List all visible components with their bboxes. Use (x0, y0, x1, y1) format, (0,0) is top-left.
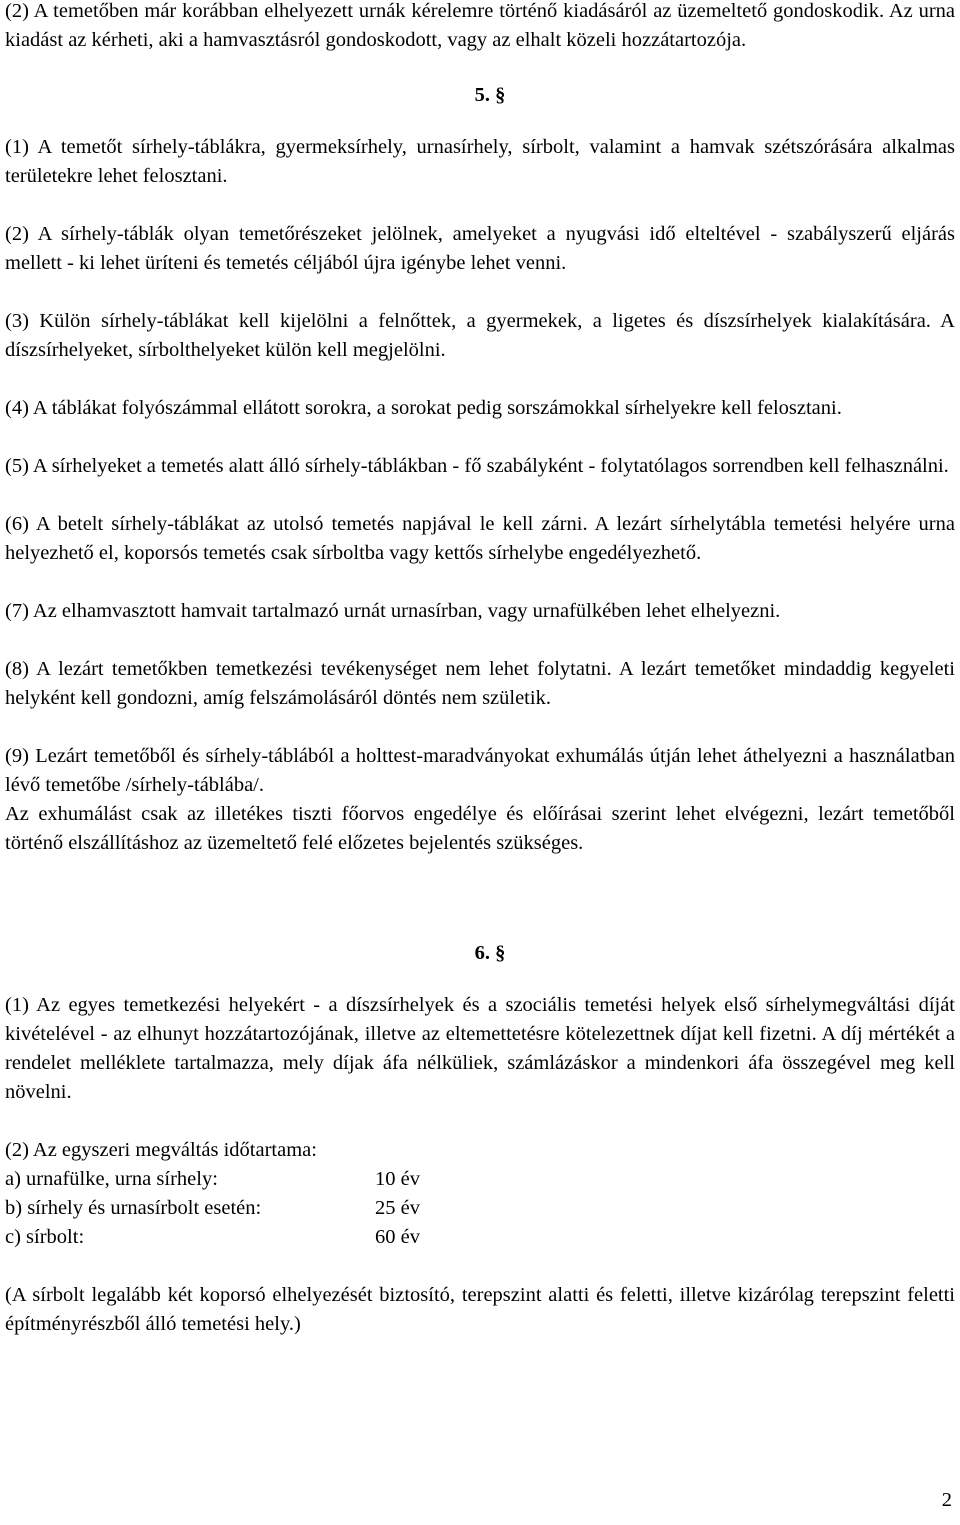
section-5-heading: 5. § (474, 84, 506, 106)
section-5-paragraph-4: (4) A táblákat folyószámmal ellátott sorokra, a sorokat pedig sorszámokkal sírhelyekre kell felosztani. (5, 397, 842, 419)
intro-paragraph: (2) A temetőben már korábban elhelyezett urnák kérelemre történő kiadásáról az üzemeltető gondoskodik. Az urna kiadást az kérheti, aki a hamvasztásról gondoskodott, vagy az elhalt közeli hozzátartozója. (5, 0, 955, 51)
section-5-paragraph-9: (9) Lezárt temetőből és sírhely-táblából a holttest-maradványokat exhumálás útján lehet áthelyezni a használatban lévő temetőbe /sírhely-táblába/. (5, 745, 955, 796)
document-page (5, 0, 955, 1339)
section-5-paragraph-3: (3) Külön sírhely-táblákat kell kijelölni a felnőttek, a gyermekek, a ligetes és díszsírhelyek kialakítására. A díszsírhelyeket, sírbolthelyeket külön kell megjelölni. (5, 310, 955, 361)
section-5-paragraph-1: (1) A temetőt sírhely-táblákra, gyermeksírhely, urnasírhely, sírbolt, valamint a hamvak szétszórására alkalmas területekre lehet felosztani. (5, 136, 955, 187)
duration-table (5, 1165, 955, 1252)
section-5-paragraph-9-continued: Az exhumálást csak az illetékes tiszti főorvos engedélye és előírásai szerint lehet elvégezni, lezárt temetőből történő elszállításhoz az üzemeltető felé előzetes bejelentés szükséges. (5, 803, 955, 854)
duration-value: 60 év (375, 1226, 420, 1248)
section-5-paragraph-5: (5) A sírhelyeket a temetés alatt álló sírhely-táblákban - fő szabályként - folytatólagos sorrendben kell felhasználni. (5, 455, 949, 477)
section-6-heading: 6. § (474, 942, 506, 964)
duration-row (5, 1165, 955, 1194)
duration-row (5, 1223, 955, 1252)
duration-label: b) sírhely és urnasírbolt esetén: (5, 1197, 262, 1219)
page-number: 2 (941, 1489, 952, 1511)
section-5-paragraph-6: (6) A betelt sírhely-táblákat az utolsó temetés napjával le kell zárni. A lezárt sírhelytábla temetési helyére urna helyezhető el, koporsós temetés csak sírboltba vagy kettős sírhelybe engedélyezhető. (5, 513, 955, 564)
duration-label: a) urnafülke, urna sírhely: (5, 1168, 218, 1190)
section-5-paragraph-7: (7) Az elhamvasztott hamvait tartalmazó urnát urnasírban, vagy urnafülkében lehet elhelyezni. (5, 600, 781, 622)
section-6-paragraph-1: (1) Az egyes temetkezési helyekért - a díszsírhelyek és a szociális temetési helyek első sírhelymegváltási díját kivételével - az elhunyt hozzátartozójának, illetve az eltemettetésre kötelezettnek díjat kell fizetni. A díj mértékét a rendelet melléklete tartalmazza, mely díjak áfa nélküliek, számlázáskor a mindenkori áfa összegével meg kell növelni. (5, 994, 955, 1103)
duration-value: 25 év (375, 1197, 420, 1219)
duration-label: c) sírbolt: (5, 1226, 85, 1248)
duration-value: 10 év (375, 1168, 420, 1190)
section-5-paragraph-8: (8) A lezárt temetőkben temetkezési tevékenységet nem lehet folytatni. A lezárt temetőket mindaddig kegyeleti helyként kell gondozni, amíg felszámolásáról döntés nem születik. (5, 658, 955, 709)
section-5-paragraph-2: (2) A sírhely-táblák olyan temetőrészeket jelölnek, amelyeket a nyugvási idő elteltével - szabályszerű eljárás mellett - ki lehet üríteni és temetés céljából újra igénybe lehet venni. (5, 223, 955, 274)
section-6-paragraph-2-title: (2) Az egyszeri megváltás időtartama: (5, 1139, 317, 1161)
section-6-note: (A sírbolt legalább két koporsó elhelyezését biztosító, terepszint alatti és feletti, illetve kizárólag terepszint feletti építményrészből álló temetési hely.) (5, 1284, 955, 1335)
duration-row (5, 1194, 955, 1223)
